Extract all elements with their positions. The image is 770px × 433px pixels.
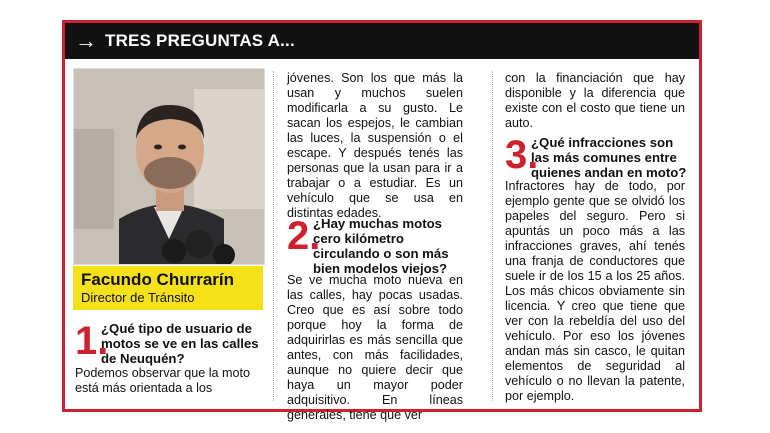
question-1-text: ¿Qué tipo de usuario de motos se ve en las calles de Neuquén? [101,321,259,366]
question-3-number: 3. [505,133,539,177]
arrow-right-icon: → [75,28,97,53]
section-header [65,23,699,59]
nameplate [73,266,263,310]
question-2-number: 2. [287,214,321,258]
column-divider [273,71,274,401]
section-title: TRES PREGUNTAS A... [105,31,295,50]
answer-1-start: Podemos observar que la moto está más orientada a los [75,366,251,395]
question-3-text: ¿Qué infracciones son las más comunes entre quienes andan en moto? [531,135,687,180]
interviewee-role: Director de Tránsito [81,290,195,305]
answer-3: Infractores hay de todo, por ejemplo gente que se olvidó los papeles del seguro. Pero si apuntás un poco más a las infracciones graves, ahí tenés una franja de conductores que suele ir de los 15 a los 25 años. Los más chicos obviamente sin licencia. Y creo que tiene que ver con la rebeldía del uso del vehículo. Por eso los jóvenes andan más sin casco, le quitan elementos de seguridad al vehículo o no llevan la patente, por ejemplo. [505,179,685,403]
question-2-text: ¿Hay muchas motos cero kilómetro circulando o son más bien modelos viejos? [313,216,449,276]
answer-2: Se ve mucha moto nueva en las calles, hay pocas usadas. Creo que es así sobre todo porque hoy la forma de adquirirlas es más sencilla que antes, con más facilidades, aunque no quiere decir que haya un mayor poder adquisitivo. En líneas generales, tiene que ver [287,273,463,422]
column-divider [492,71,493,401]
answer-2-continuation: con la financiación que hay disponible y la diferencia que existe con el costo que tiene un auto. [505,71,685,130]
interviewee-name: Facundo Churrarín [81,270,235,289]
portrait-illustration [74,69,264,264]
portrait-photo [73,68,265,265]
answer-1-continuation: jóvenes. Son los que más la usan y muchos suelen modificarla a su gusto. Le sacan los espejos, le cambian las luces, la suspensión o el escape. Y después tenés las personas que la usan para ir a trabajar o a estudiar. Es un vehículo que se usa en distintas edades. [287,71,463,220]
question-1-number: 1. [75,319,109,363]
interview-frame [62,20,702,422]
